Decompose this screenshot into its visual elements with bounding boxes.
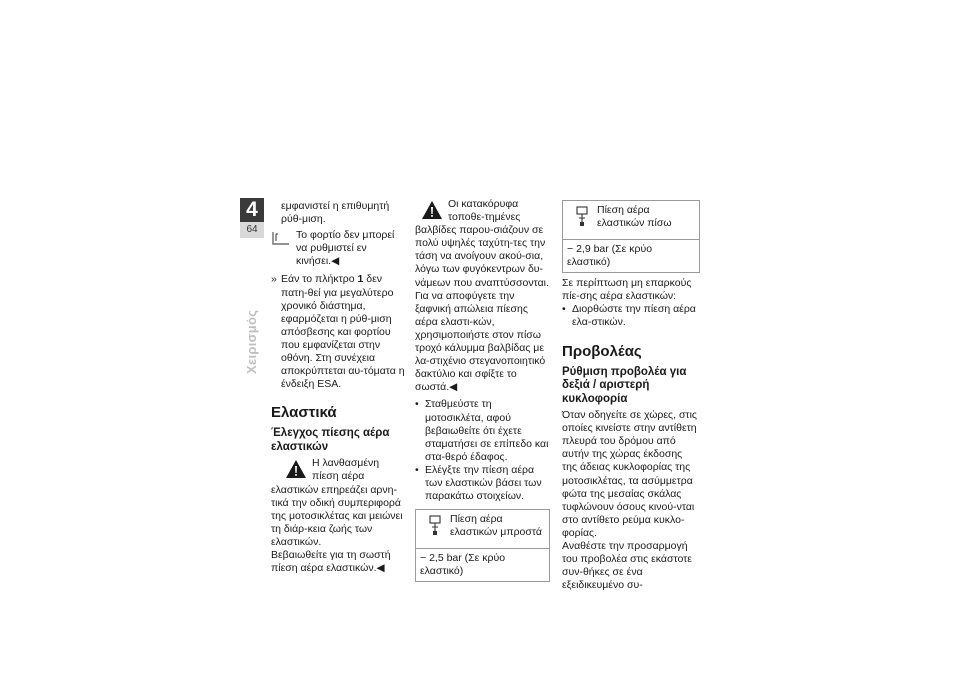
dash-marker: − [420, 552, 430, 565]
dash-marker: − [567, 243, 577, 255]
note-block [271, 229, 406, 268]
list-item [415, 464, 550, 503]
section-side-label: Χειρισμός [244, 309, 259, 374]
tyre-pressure-gauge-icon [428, 515, 442, 543]
text-paragraph: Για να αποφύγετε την ξαφνική απώλεια πίεσης αέρα ελαστι-κών, χρησιμοποιήστε στον πίσω τροχό κάλυμμα βαλβίδας με λα-στιχένιο στεγανοποιητικό δακτύλιο και σφίξτε το σωστά.◀ [415, 289, 546, 394]
tyre-pressure-gauge-icon [575, 206, 589, 234]
list-item-text: Ελέγξτε την πίεση αέρα των ελαστικών βάσει των παρακάτω στοιχείων. [425, 463, 542, 503]
note-text: Το φορτίο δεν μπορεί να ρυθμιστεί εν κινήσει.◀ [296, 229, 395, 268]
bullet-marker: • [562, 303, 566, 316]
heading-headlight: Προβολέας [562, 342, 642, 360]
warning-text: Οι κατακόρυφα τοποθε-τημένες βαλβίδες παρου-σιάζουν σε πολύ υψηλές ταχύτη-τες την τάση να ανοίγουν ακού-σια, λόγω των φυγόκεντρων δυ-νάμεων που αναπτύσσονται. [415, 198, 549, 289]
step-text-post: δεν πατη-θεί για μεγαλύτερο χρονικό διάστημα, εφαρμόζεται η ρύθ-μιση απόσβεσης και φορτίου που εμφανίζεται στην οθόνη. Στη συνέχεια αποκρύπτεται αυ-τόματα η ένδειξη ESA. [281, 273, 405, 391]
warning-block [271, 457, 406, 549]
text-paragraph: εμφανιστεί η επιθυμητή ρύθ-μιση. [281, 200, 390, 226]
column-1 [271, 200, 406, 575]
list-item [415, 398, 550, 463]
list-item-text: Σταθμεύστε τη μοτοσικλέτα, αφού βεβαιωθείτε ότι έχετε σταματήσει σε επίπεδο και στα-θερό έδαφος. [425, 398, 549, 463]
text-paragraph: Αναθέστε την προσαρμογή του προβολέα στις εκάστοτε συν-θήκες σε ένα εξειδικευμένο συ- [562, 540, 692, 592]
page-number: 64 [240, 222, 264, 238]
warning-text: Η λανθασμένη πίεση αέρα ελαστικών επηρεάζει αρνη-τικά την οδική συμπεριφορά της μοτοσικλέτας και μειώνει τη διάρ-κεια ζωής των ελαστικών. [271, 457, 403, 548]
step-marker: » [271, 273, 277, 286]
spec-value-row [563, 240, 699, 272]
step-key: 1 [357, 273, 364, 286]
warning-triangle-icon [285, 459, 307, 479]
list-item [562, 303, 700, 329]
spec-value-row [416, 549, 549, 581]
spec-table-header [563, 201, 699, 240]
heading-tyre-pressure: Έλεγχος πίεσης αέρα ελαστικών [271, 427, 390, 453]
spec-table-rear [562, 200, 700, 273]
spec-table-header [416, 510, 549, 549]
step-item [271, 273, 406, 391]
list-item-text: Διορθώστε την πίεση αέρα ελα-στικών. [572, 303, 696, 329]
chapter-tab [240, 198, 264, 238]
step-text-pre: Εάν το πλήκτρο [281, 273, 358, 286]
column-2 [415, 198, 550, 586]
bullet-marker: • [415, 398, 419, 411]
note-info-icon [271, 230, 291, 246]
column-3 [562, 200, 700, 592]
heading-tyres: Ελαστικά [271, 404, 337, 422]
spec-label: Πίεση αέρα ελαστικών μπροστά [450, 513, 542, 539]
heading-headlight-adjust: Ρύθμιση προβολέα για δεξιά / αριστερή κυκλοφορία [562, 365, 687, 405]
chapter-number: 4 [246, 198, 258, 221]
spec-value: 2,5 bar (Σε κρύο ελαστικό) [420, 552, 506, 578]
spec-label: Πίεση αέρα ελαστικών πίσω [597, 204, 672, 230]
spec-table-front [415, 509, 550, 582]
spec-value: 2,9 bar (Σε κρύο ελαστικό) [567, 243, 653, 269]
text-paragraph: Βεβαιωθείτε για τη σωστή πίεση αέρα ελαστικών.◀ [271, 548, 391, 575]
warning-triangle-icon [421, 200, 443, 220]
text-paragraph: Όταν οδηγείτε σε χώρες, στις οποίες κινείστε στην αντίθετη πλευρά του δρόμου από αυτήν της χώρας έκδοσης της άδειας κυκλοφορίας της μοτοσικλέτας, τα ασύμμετρα φώτα της μεσαίας σκάλας τυφλώνουν όσους κινού-νται στο αντίθετο ρεύμα κυκλο-φορίας. [562, 409, 697, 539]
text-paragraph: Σε περίπτωση μη επαρκούς πίε-σης αέρα ελαστικών: [562, 277, 692, 303]
bullet-marker: • [415, 463, 419, 476]
warning-block [415, 198, 550, 290]
